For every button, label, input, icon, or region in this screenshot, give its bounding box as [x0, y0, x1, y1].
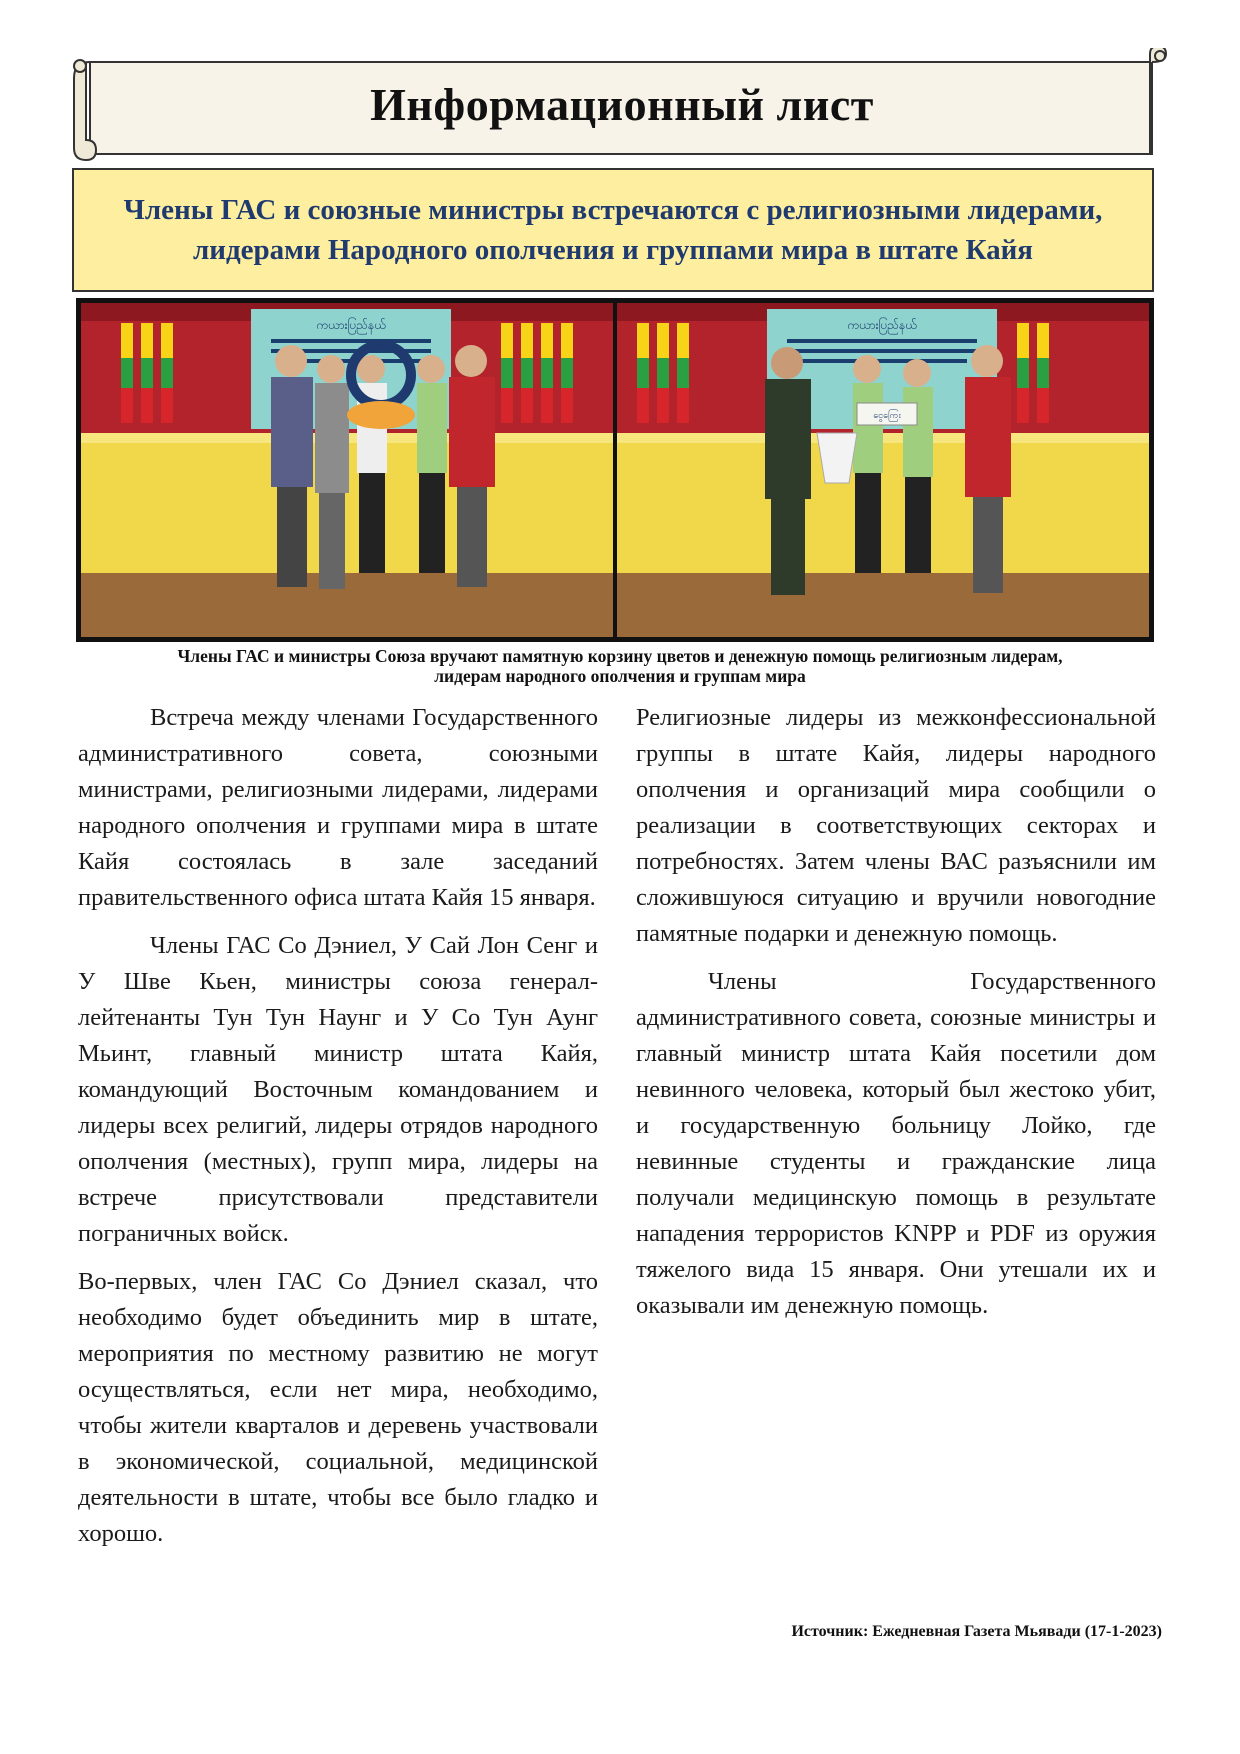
headline-line-1: Члены ГАС и союзные министры встречаются с религиозными лидерами, [123, 194, 1103, 226]
source-credit: Источник: Ежедневная Газета Мьявади (17-1-2023) [791, 1623, 1162, 1640]
page-title: Информационный лист [370, 79, 874, 130]
screen-text-right: ကယားပြည်နယ် [847, 318, 917, 332]
photo-caption-line-2: лидерам народного ополчения и группам мира [434, 666, 806, 686]
article-left-column [78, 700, 598, 1564]
photo-right [617, 303, 1149, 637]
gift-box-text: ငွေကြေး [873, 411, 901, 421]
photo-caption-line-1: Члены ГАС и министры Союза вручают памятную корзину цветов и денежную помощь религиозным лидерам, [177, 646, 1063, 666]
paragraph: Члены Государственного административного совета, союзные министры и главный министр штата Кайя посетили дом невинного человека, который был жестоко убит, и государственную больницу Лойко, где невинные студенты и гражданские лица получали медицинскую помощь в результате нападения террористов KNPP и PDF из оружия тяжелого вида 15 января. Они утешали их и оказывали им денежную помощь. [636, 968, 1156, 1319]
paragraph: Во-первых, член ГАС Со Дэниел сказал, что необходимо будет объединить мир в штате, мероприятия по местному развитию не могут осуществляться, если нет мира, необходимо, чтобы жители кварталов и деревень участвовали в экономической, социальной, медицинской деятельности в штате, чтобы все было гладко и хорошо. [78, 1268, 598, 1547]
photo-right-illustration [617, 303, 1149, 637]
screen-text-left: ကယားပြည်နယ် [316, 318, 386, 332]
headline-box [72, 168, 1154, 292]
photo-caption [70, 646, 1170, 686]
paragraph: Встреча между членами Государственного административного совета, союзными министрами, религиозными лидерами, лидерами народного ополчения и группами мира в штате Кайя состоялась в зале заседаний правительственного офиса штата Кайя 15 января. [78, 704, 598, 911]
photo-left [81, 303, 613, 637]
headline [106, 190, 1121, 270]
photo-strip [76, 298, 1154, 642]
photo-left-illustration [81, 303, 613, 637]
paragraph: Члены ГАС Со Дэниел, У Сай Лон Сенг и У Шве Кьен, министры союза генерал-лейтенанты Тун Тун Наунг и У Со Тун Аунг Мьинт, главный министр штата Кайя, командующий Восточным командованием и лидеры всех религий, лидеры отрядов народного ополчения (местных), групп мира, лидеры на встрече присутствовали представители пограничных войск. [78, 932, 598, 1247]
article-right-column [636, 700, 1156, 1336]
headline-line-2: лидерами Народного ополчения и группами мира в штате Кайя [193, 234, 1033, 266]
title-scroll-banner [72, 48, 1172, 168]
paragraph: Религиозные лидеры из межконфессиональной группы в штате Кайя, лидеры народного ополчения и организаций мира сообщили о реализации в соответствующих секторах и потребностях. Затем члены ВАС разъяснили им сложившуюся ситуацию и вручили новогодние памятные подарки и денежную помощь. [636, 704, 1156, 947]
